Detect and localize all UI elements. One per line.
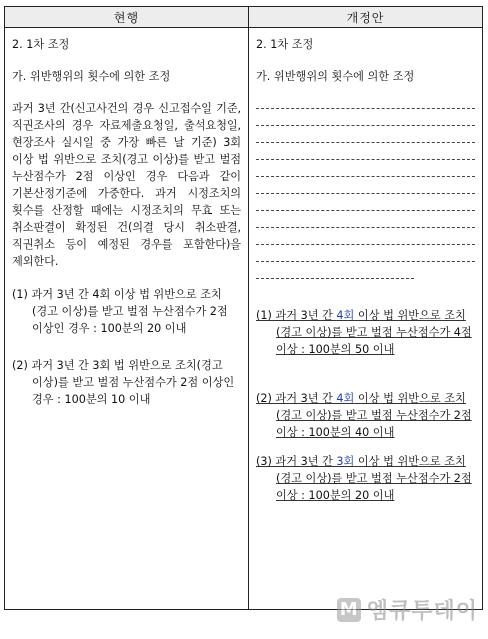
revised-subsection-title: 가. 위반행위의 횟수에 의한 조정 [256, 70, 415, 83]
deleted-line [256, 134, 475, 151]
current-subsection-title: 가. 위반행위의 횟수에 의한 조정 [12, 70, 171, 83]
watermark-logo-icon: M [337, 598, 361, 622]
deleted-line [256, 168, 475, 185]
revised-item-3-post: 이상 법 위반으로 조치(경고 이상)를 받고 벌점 누산점수가 2점 이상 : 100분의 20 이내 [276, 455, 472, 502]
current-column [5, 28, 249, 610]
revised-item-1-pre: (1) 과거 3년 간 [256, 309, 337, 322]
header-revised: 개정안 [249, 7, 483, 28]
revised-item-3-pre: (3) 과거 3년 간 [256, 455, 337, 468]
revised-item-2-highlight: 4회 [336, 392, 355, 405]
deleted-line [256, 236, 475, 253]
deleted-line [256, 253, 475, 270]
deleted-line [256, 202, 475, 219]
deleted-line [256, 219, 475, 236]
current-body-paragraph: 과거 3년 간(신고사건의 경우 신고접수일 기준, 직권조사의 경우 자료제출요청일, 출석요청일, 현장조사 실시일 중 가장 빠른 날 기준) 3회 이상 법 위반으로 조치(경고 이상)를 받고 벌점 누산점수가 2점 이상인 경우 다음과 같이 기본산정기준에 가중한다. 과거 시정조치의 횟수를 산정할 때에는 시정조치의 무효 또는 취소판결이 확정된 건(의결 당시 취소판결, 직권취소 등이 예정된 경우를 포함한다)을 제외한다. [12, 102, 241, 268]
deleted-line [256, 151, 475, 168]
watermark [337, 594, 478, 625]
revised-column [249, 28, 483, 610]
table-body-row [5, 28, 483, 610]
revised-item-1-highlight: 4회 [336, 309, 355, 322]
revised-section-title: 2. 1차 조정 [256, 38, 314, 51]
revised-item-3-highlight: 3회 [336, 455, 355, 468]
watermark-text: 엠큐투데이 [366, 599, 478, 624]
deleted-line [256, 270, 475, 287]
deleted-text-strikeout [256, 100, 475, 287]
deleted-line [256, 100, 475, 117]
deleted-line [256, 185, 475, 202]
deleted-line [256, 117, 475, 134]
current-item-1: (1) 과거 3년 간 4회 이상 법 위반으로 조치(경고 이상)를 받고 벌점 누산점수가 2점 이상인 경우 : 100분의 20 이내 [12, 288, 228, 335]
revised-item-1-post: 이상 법 위반으로 조치(경고 이상)를 받고 벌점 누산점수가 4점 이상 : 100분의 50 이내 [276, 309, 472, 356]
header-current: 현행 [5, 7, 249, 28]
current-item-2: (2) 과거 3년 간 3회 법 위반으로 조치(경고 이상)를 받고 벌점 누산점수가 2점 이상인 경우 : 100분의 10 이내 [12, 359, 235, 406]
revised-item-2-pre: (2) 과거 3년 간 [256, 392, 337, 405]
table-header-row [5, 7, 483, 28]
current-section-title: 2. 1차 조정 [12, 38, 70, 51]
revised-item-3 [256, 453, 475, 504]
comparison-table [4, 6, 483, 610]
revised-item-2-post: 이상 법 위반으로 조치(경고 이상)를 받고 벌점 누산점수가 2점 이상 : 100분의 40 이내 [276, 392, 472, 439]
revised-item-2 [256, 390, 475, 441]
revised-item-1 [256, 307, 475, 358]
